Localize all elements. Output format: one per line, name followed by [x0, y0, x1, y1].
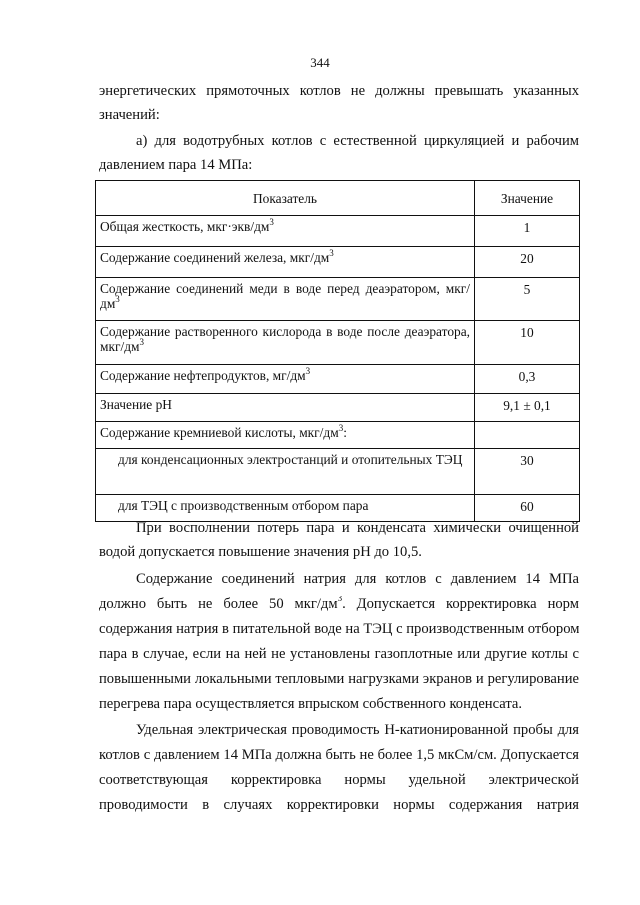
- row-value: 10: [475, 321, 580, 365]
- table-row: [96, 247, 580, 278]
- table-row: [96, 422, 580, 449]
- row-value: 20: [475, 247, 580, 278]
- row-value: 0,3: [475, 365, 580, 394]
- intro-line-2: значений:: [99, 107, 160, 123]
- row-value: 5: [475, 278, 580, 321]
- row-name: Содержание соединений железа, мкг/$дм^3$: [96, 247, 475, 278]
- row-name: Содержание нефтепродуктов, $мг/дм^3$: [96, 365, 475, 394]
- paragraph-2-line-1: Содержание соединений натрия для котлов с давлением 14 МПа: [136, 571, 579, 587]
- intro-line-3: а) для водотрубных котлов с естественной циркуляцией и рабочим: [136, 133, 579, 149]
- table-row: [96, 495, 580, 522]
- row-name: для конденсационных электростанций и отопительных ТЭЦ: [96, 449, 475, 495]
- paragraph-3-line-1: Удельная электрическая проводимость H-катионированной пробы для: [136, 722, 579, 738]
- table-row: [96, 365, 580, 394]
- table-header-row: [96, 181, 580, 216]
- paragraph-2-line-2: должно быть не более 50 мкг/$дм^3$. Допускается корректировка норм: [99, 596, 579, 612]
- row-value: 30: [475, 449, 580, 495]
- row-name: для ТЭЦ с производственным отбором пара: [96, 495, 475, 522]
- paragraph-2-line-5: повышенными локальными тепловыми нагрузками экранов и регулирование: [99, 671, 579, 687]
- paragraph-1-line-1: При восполнении потерь пара и конденсата химически очищенной: [136, 520, 579, 536]
- row-name: Содержание растворенного кислорода в воде после деаэратора, мкг/$дм^3$: [96, 321, 475, 365]
- row-value: 9,1 ± 0,1: [475, 394, 580, 422]
- row-name: Общая жесткость, $мкг\cdot экв/дм^3$: [96, 216, 475, 247]
- table-row: [96, 321, 580, 365]
- paragraph-3-line-3: соответствующая корректировка нормы удельной электрической: [99, 772, 579, 788]
- page-number: 344: [310, 55, 330, 70]
- paragraph-2-line-4: пара в случае, если на ней не установлены газоплотные или другие котлы с: [99, 646, 579, 662]
- row-value: 1: [475, 216, 580, 247]
- row-name: Содержание кремниевой кислоты, мкг/$дм^3$:: [96, 422, 475, 449]
- paragraph-1-line-2: водой допускается повышение значения pH до 10,5.: [99, 544, 422, 560]
- row-name: Значение pH: [96, 394, 475, 422]
- paragraph-3-line-4: проводимости в случаях корректировки нормы содержания натрия: [99, 797, 579, 813]
- header-value: Значение: [475, 181, 580, 216]
- table-row: [96, 278, 580, 321]
- paragraph-2-line-6: перегрева пара осуществляется впрыском собственного конденсата.: [99, 696, 523, 712]
- table-row: [96, 449, 580, 495]
- water-quality-table: [95, 180, 580, 522]
- paragraph-3-line-2: котлов с давлением 14 МПа должна быть не более 1,5 мкСм/см. Допускается: [99, 747, 579, 763]
- intro-line-1: энергетических прямоточных котлов не должны превышать указанных: [99, 83, 579, 99]
- header-indicator: Показатель: [96, 181, 475, 216]
- intro-line-4: давлением пара 14 МПа:: [99, 157, 253, 173]
- row-name: Содержание соединений меди в воде перед деаэратором, мкг/$дм^3$: [96, 278, 475, 321]
- row-value: 60: [475, 495, 580, 522]
- table-row: [96, 216, 580, 247]
- paragraph-2-line-3: содержания натрия в питательной воде на ТЭЦ с производственным отбором: [99, 621, 579, 637]
- row-value: [475, 422, 580, 449]
- table-row: [96, 394, 580, 422]
